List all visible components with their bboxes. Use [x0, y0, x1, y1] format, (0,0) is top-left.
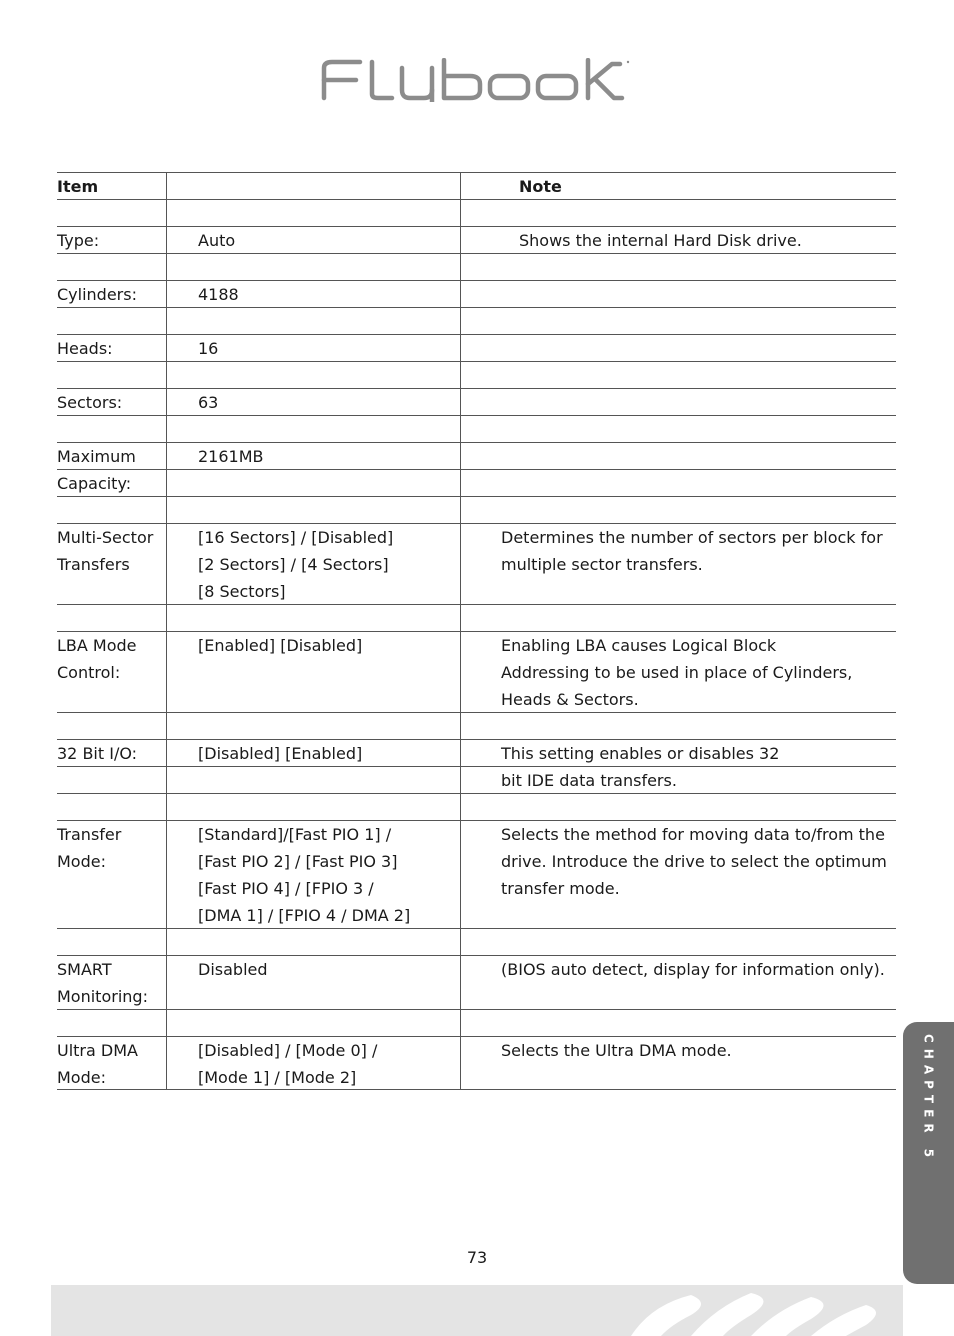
table-row	[57, 604, 896, 631]
table-row	[57, 955, 896, 1009]
row-value	[198, 362, 460, 388]
row-item	[57, 767, 166, 793]
table-row	[57, 793, 896, 820]
row-note	[501, 713, 896, 739]
table-header-row	[57, 172, 896, 199]
table-row	[57, 442, 896, 469]
row-item: Transfer Mode:	[57, 825, 122, 871]
page-number: 73	[466, 1248, 488, 1267]
row-note: (BIOS auto detect, display for information only).	[501, 960, 885, 979]
row-note	[501, 362, 896, 388]
row-item	[57, 308, 166, 334]
row-note	[501, 1010, 896, 1036]
row-note	[501, 929, 896, 955]
row-value: [Disabled] / [Mode 0] / [Mode 1] / [Mode 2]	[198, 1041, 378, 1087]
row-note	[501, 605, 896, 631]
row-value: Auto	[198, 231, 236, 250]
row-value	[198, 713, 460, 739]
row-item	[57, 794, 166, 820]
row-note: This setting enables or disables 32	[501, 744, 780, 763]
row-item: Heads:	[57, 339, 113, 358]
row-value	[198, 470, 460, 496]
row-value: [Enabled] [Disabled]	[198, 636, 363, 655]
table-row	[57, 631, 896, 712]
header-note: Note	[519, 177, 562, 196]
chapter-tab-label: CHAPTER 5	[921, 1034, 936, 1164]
row-note	[501, 308, 896, 334]
row-item	[57, 200, 166, 226]
row-note	[501, 389, 896, 415]
footer-wave-decoration	[51, 1285, 903, 1336]
table-row	[57, 496, 896, 523]
flybook-logo	[320, 58, 632, 102]
table-row	[57, 766, 896, 793]
table-row	[57, 361, 896, 388]
row-value: [16 Sectors] / [Disabled] [2 Sectors] / [4 Sectors] [8 Sectors]	[198, 528, 394, 601]
row-item: Cylinders:	[57, 285, 137, 304]
table-row	[57, 523, 896, 604]
row-item	[57, 416, 166, 442]
row-item: Sectors:	[57, 393, 123, 412]
row-item: Type:	[57, 231, 100, 250]
row-value: 63	[198, 393, 219, 412]
row-value	[198, 794, 460, 820]
row-note	[501, 200, 896, 226]
table-row	[57, 1009, 896, 1036]
row-note	[501, 254, 896, 280]
row-value: 16	[198, 339, 219, 358]
table-row	[57, 469, 896, 496]
row-note: Selects the method for moving data to/from the drive. Introduce the drive to select the optimum transfer mode.	[501, 825, 887, 898]
table-row	[57, 415, 896, 442]
row-note	[501, 416, 896, 442]
row-item	[57, 1010, 166, 1036]
header-value	[198, 173, 460, 199]
row-item	[57, 929, 166, 955]
row-note: Enabling LBA causes Logical Block Addressing to be used in place of Cylinders, Heads & Sectors.	[501, 636, 853, 709]
row-value: 4188	[198, 285, 239, 304]
table-row	[57, 820, 896, 928]
table-row	[57, 253, 896, 280]
row-value	[198, 416, 460, 442]
row-item: 32 Bit I/O:	[57, 744, 138, 763]
table-row	[57, 1036, 896, 1090]
row-note	[501, 470, 896, 496]
row-note: Determines the number of sectors per block for multiple sector transfers.	[501, 528, 883, 574]
row-item	[57, 254, 166, 280]
row-item	[57, 497, 166, 523]
table-row	[57, 226, 896, 253]
row-item	[57, 713, 166, 739]
row-value	[198, 1010, 460, 1036]
chapter-tab	[903, 1022, 954, 1284]
row-item: Ultra DMA Mode:	[57, 1041, 138, 1087]
header-item: Item	[57, 177, 99, 196]
row-value: [Disabled] [Enabled]	[198, 744, 363, 763]
row-note: bit IDE data transfers.	[501, 771, 677, 790]
table-row	[57, 712, 896, 739]
row-note	[501, 281, 896, 307]
row-value	[198, 308, 460, 334]
row-value	[198, 605, 460, 631]
table-row	[57, 280, 896, 307]
table-row	[57, 739, 896, 766]
row-item: Maximum	[57, 447, 136, 466]
row-item: LBA Mode Control:	[57, 636, 137, 682]
table-row	[57, 928, 896, 955]
row-note: Selects the Ultra DMA mode.	[501, 1041, 732, 1060]
table-row	[57, 334, 896, 361]
row-value	[198, 767, 460, 793]
row-item: SMART Monitoring:	[57, 960, 148, 1006]
row-note	[501, 497, 896, 523]
row-note	[501, 443, 896, 469]
row-value	[198, 929, 460, 955]
settings-table	[57, 172, 896, 1090]
row-value	[198, 254, 460, 280]
row-item: Capacity:	[57, 474, 132, 493]
row-note: Shows the internal Hard Disk drive.	[519, 231, 802, 250]
footer-band	[51, 1285, 903, 1336]
row-note	[501, 335, 896, 361]
table-row	[57, 388, 896, 415]
table-row	[57, 199, 896, 226]
row-value	[198, 200, 460, 226]
row-value: Disabled	[198, 960, 268, 979]
row-note	[501, 794, 896, 820]
table-row	[57, 307, 896, 334]
row-item: Multi-Sector Transfers	[57, 528, 154, 574]
row-value: 2161MB	[198, 447, 264, 466]
row-item	[57, 362, 166, 388]
row-value: [Standard]/[Fast PIO 1] / [Fast PIO 2] / [Fast PIO 3] [Fast PIO 4] / [FPIO 3 / [DMA 1] / [FPIO 4 / DMA 2]	[198, 825, 411, 925]
row-item	[57, 605, 166, 631]
row-value	[198, 497, 460, 523]
